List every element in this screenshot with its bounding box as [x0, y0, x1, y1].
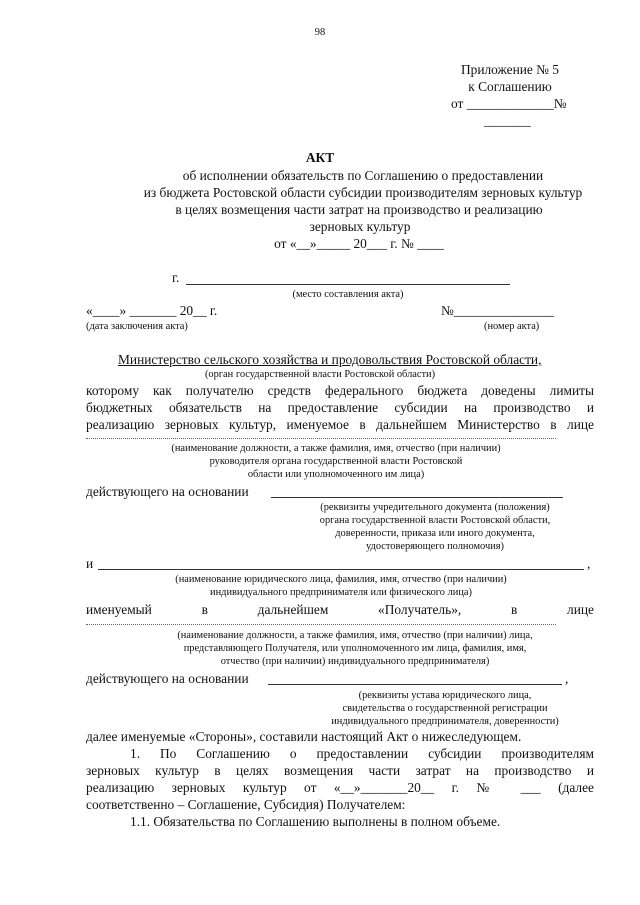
basis-caption-4: удостоверяющего полномочия)	[366, 541, 504, 552]
head-field-line	[86, 438, 556, 439]
charter-caption-2: свидетельства о государственной регистрации	[342, 703, 548, 714]
act-title-line-4: зерновых культур	[309, 219, 411, 234]
charter-caption-3: индивидуального предпринимателя, доверенности)	[331, 716, 559, 727]
item-1-line-1: 1. По Соглашению о предоставлении субсидии производителям	[130, 746, 594, 761]
item-1-line-3: реализацию зерновых культур от «__»_______20__ г. № ___ (далее	[86, 780, 594, 795]
date-caption: (дата заключения акта)	[86, 321, 188, 332]
recipient-caption-1: (наименование юридического лица, фамилия, имя, отчество (при наличии)	[175, 574, 507, 585]
and-prefix: и	[86, 556, 94, 571]
place-field-line	[186, 284, 510, 285]
head-caption-3: области или уполномоченного им лица)	[247, 469, 425, 480]
named-word-1: именуемый	[86, 602, 152, 617]
basis-comma-2: ,	[565, 671, 569, 686]
place-caption: (место составления акта)	[292, 289, 404, 300]
representative-caption-3: отчество (при наличии) индивидуального предпринимателя)	[220, 656, 490, 667]
act-number-field: №_______________	[441, 303, 555, 318]
representative-caption-1: (наименование должности, а также фамилия, имя, отчество (при наличии) лица,	[177, 630, 533, 641]
paragraph-1-line-1: которому как получателю средств федерального бюджета доведены лимиты	[86, 383, 594, 398]
act-title-line-1: об исполнении обязательств по Соглашению о предоставлении	[182, 168, 544, 183]
ministry-name: Министерство сельского хозяйства и продовольствия Ростовской области,	[118, 352, 542, 367]
item-1-1: 1.1. Обязательства по Соглашению выполнены в полном объеме.	[130, 814, 501, 829]
appendix-line-1: Приложение № 5	[460, 62, 560, 77]
basis-field-line-2	[268, 684, 562, 685]
named-word-5: в	[510, 602, 518, 617]
act-title-line-2: из бюджета Ростовской области субсидии производителям зерновых культур	[143, 185, 583, 200]
basis-caption-3: доверенности, приказа или иного документа,	[335, 528, 535, 539]
paragraph-1-line-3: реализацию зерновых культур, именуемое в дальнейшем Министерство в лице	[86, 417, 594, 432]
appendix-line-2: к Соглашению	[468, 79, 552, 94]
item-1-line-4: соответственно – Соглашение, Субсидия) Получателем:	[86, 797, 406, 812]
paragraph-1-line-2: бюджетных обязательств на предоставление субсидии на производство и	[86, 400, 594, 415]
recipient-caption-2: индивидуального предпринимателя или физического лица)	[210, 587, 472, 598]
charter-caption-1: (реквизиты устава юридического лица,	[358, 690, 532, 701]
appendix-line-3: от _____________№	[451, 96, 567, 111]
named-word-6: лице	[567, 602, 594, 617]
parties-line: далее именуемые «Стороны», составили настоящий Акт о нижеследующем.	[86, 729, 522, 744]
date-field: «____» _______ 20__ г.	[86, 303, 218, 318]
item-1-line-2: зерновых культур в целях возмещения части затрат на производство и	[86, 763, 594, 778]
acting-basis-label-1: действующего на основании	[86, 484, 249, 499]
named-word-2: в	[201, 602, 208, 617]
act-title-line-5: от «__»_____ 20___ г. № ____	[274, 236, 444, 251]
named-recipient-line	[86, 602, 594, 618]
act-number-caption: (номер акта)	[484, 321, 540, 332]
page-number: 98	[314, 27, 326, 38]
representative-caption-2: представляющего Получателя, или уполномоченного им лица, фамилия, имя,	[183, 643, 527, 654]
representative-field-line	[86, 624, 556, 625]
appendix-line-4: _______	[484, 113, 531, 128]
recipient-field-line	[98, 569, 584, 570]
act-heading: АКТ	[305, 150, 335, 165]
basis-caption-2: органа государственной власти Ростовской области,	[319, 515, 551, 526]
basis-caption-1: (реквизиты учредительного документа (положения)	[320, 502, 550, 513]
basis-field-line-1	[271, 497, 563, 498]
place-prefix: г.	[172, 270, 180, 285]
head-caption-1: (наименование должности, а также фамилия, имя, отчество (при наличии)	[171, 443, 501, 454]
recipient-comma: ,	[587, 556, 591, 571]
ministry-caption: (орган государственной власти Ростовской области)	[204, 369, 436, 380]
head-caption-2: руководителя органа государственной власти Ростовской	[209, 456, 463, 467]
acting-basis-label-2: действующего на основании	[86, 671, 249, 686]
act-title-line-3: в целях возмещения части затрат на производство и реализацию	[175, 202, 543, 217]
named-word-4: «Получатель»,	[378, 602, 462, 617]
named-word-3: дальнейшем	[257, 602, 329, 617]
